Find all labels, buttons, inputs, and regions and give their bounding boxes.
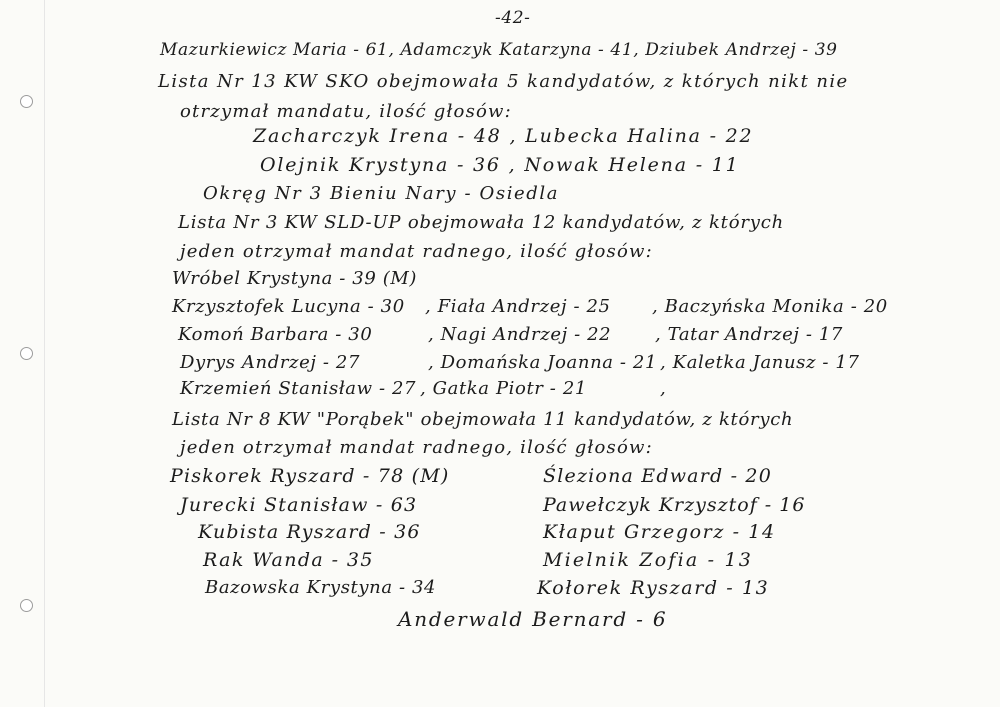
- candidate-entry: Krzemień Stanisław - 27: [180, 378, 417, 399]
- section-heading: Okręg Nr 3 Bieniu Nary - Osiedla: [203, 183, 560, 204]
- text-line: Lista Nr 3 KW SLD-UP obejmowała 12 kandydatów, z których: [178, 212, 784, 233]
- binder-hole-bottom: [20, 599, 33, 612]
- candidate-entry: , Domańska Joanna - 21: [428, 352, 658, 373]
- candidate-entry: , Baczyńska Monika - 20: [652, 296, 888, 317]
- candidate-entry: Jurecki Stanisław - 63: [180, 494, 418, 516]
- text-line: Olejnik Krystyna - 36 , Nowak Helena - 11: [260, 154, 740, 176]
- text-line: jeden otrzymał mandat radnego, ilość głosów:: [180, 241, 653, 262]
- candidate-entry: Rak Wanda - 35: [203, 549, 374, 571]
- page-number: -42-: [495, 8, 531, 28]
- separator-comma: ,: [660, 378, 667, 399]
- candidate-entry: Kubista Ryszard - 36: [198, 521, 421, 543]
- text-line: Wróbel Krystyna - 39 (M): [172, 268, 417, 289]
- text-line: Zacharczyk Irena - 48 , Lubecka Halina - 22: [253, 125, 754, 147]
- candidate-entry: , Fiała Andrzej - 25: [425, 296, 611, 317]
- candidate-entry: Bazowska Krystyna - 34: [205, 577, 437, 598]
- candidate-entry: Anderwald Bernard - 6: [398, 607, 668, 631]
- candidate-entry: Mielnik Zofia - 13: [543, 549, 754, 571]
- binder-hole-top: [20, 95, 33, 108]
- candidate-entry: Komoń Barbara - 30: [178, 324, 373, 345]
- candidate-entry: Śleziona Edward - 20: [543, 465, 773, 487]
- candidate-entry: , Kaletka Janusz - 17: [660, 352, 860, 373]
- candidate-entry: Kołorek Ryszard - 13: [537, 577, 770, 599]
- binder-hole-middle: [20, 347, 33, 360]
- candidate-entry: Piskorek Ryszard - 78 (M): [170, 465, 450, 487]
- text-line: Mazurkiewicz Maria - 61, Adamczyk Katarzyna - 41, Dziubek Andrzej - 39: [160, 40, 838, 60]
- candidate-entry: Dyrys Andrzej - 27: [180, 352, 360, 373]
- text-line: otrzymał mandatu, ilość głosów:: [180, 101, 512, 122]
- candidate-entry: Krzysztofek Lucyna - 30: [172, 296, 405, 317]
- candidate-entry: , Gatka Piotr - 21: [420, 378, 587, 399]
- candidate-entry: , Tatar Andrzej - 17: [655, 324, 843, 345]
- text-line: Lista Nr 8 KW "Porąbek" obejmowała 11 kandydatów, z których: [172, 409, 794, 430]
- candidate-entry: , Nagi Andrzej - 22: [428, 324, 612, 345]
- candidate-entry: Pawełczyk Krzysztof - 16: [543, 494, 806, 516]
- candidate-entry: Kłaput Grzegorz - 14: [543, 521, 776, 543]
- text-line: Lista Nr 13 KW SKO obejmowała 5 kandydatów, z których nikt nie: [158, 71, 849, 92]
- text-line: jeden otrzymał mandat radnego, ilość głosów:: [180, 437, 653, 458]
- margin-rule: [44, 0, 45, 707]
